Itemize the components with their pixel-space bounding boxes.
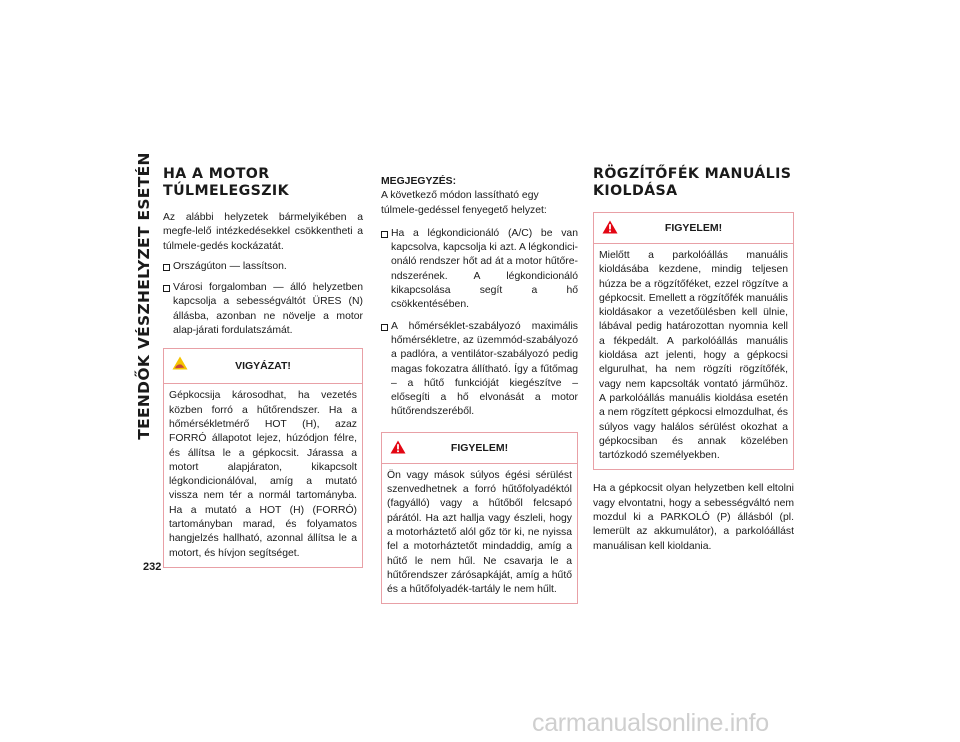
caution-triangle-icon bbox=[172, 356, 188, 370]
warning-triangle-icon bbox=[390, 440, 406, 454]
section-heading-park-release: RÖGZÍTŐFÉK MANUÁLIS KIOLDÁSA bbox=[593, 166, 792, 199]
warning-triangle-icon bbox=[602, 220, 618, 234]
caution-box bbox=[163, 348, 363, 568]
column-park-release bbox=[593, 166, 794, 560]
side-title: TEENDŐK VÉSZHELYZET ESETÉN bbox=[135, 152, 153, 440]
caution-box-body: Gépkocsija károsodhat, ha vezetés közben forró a hűtőrendszer. Ha a hőmérsékletmérő HOT (H), azaz FORRÓ állapotot lejez, húzódjon félre, és állítsa le a gépkocsit. Járassa a motort alapjáraton, kikapcsolt légkondicionálóval, amíg a mutató vissza nem tér a normál tartományba. Ha a mutató a HOT (H) (FORRÓ) tartományban marad, és folyamatos hangjelzés hallható, azonnal állítsa le a motort, és hívjon segítséget. bbox=[169, 390, 357, 559]
list-item: A hőmérséklet-szabályozó maximális hőmérsékletre, az üzemmód-szabályozó a padlóra, a ventilátor-szabályozó pedig magas fokozatra állítható. Így a fűtőmag – a hűtő funkcióját kiegészítve – elősegíti a hő elvonását a motor hűtőrendszeréből. bbox=[381, 320, 578, 420]
watermark: carmanualsonline.info bbox=[532, 709, 769, 737]
caution-box-header: VIGYÁZAT! bbox=[164, 349, 362, 384]
note-label: MEGJEGYZÉS: bbox=[381, 176, 457, 187]
page-number: 232 bbox=[143, 561, 162, 573]
column-note bbox=[381, 175, 578, 604]
outro-paragraph: Ha a gépkocsit olyan helyzetben kell eltolni vagy elvontatni, hogy a sebességváltó nem mozdul ki a PARKOLÓ (P) állásból (pl. lemerült az akkumulátor), a parkolóállást manuálisan kell kioldania. bbox=[593, 483, 794, 552]
note-text: A következő módon lassítható egy túlmele-gedéssel fenyegető helyzet: bbox=[381, 190, 547, 216]
warning-box-body: Ön vagy mások súlyos égési sérülést szenvedhetnek a forró hűtőfolyadéktól (fagyálló) vagy a hűtőből felcsapó párától. Ha azt hallja vagy észleli, hogy a motorháztető alól gőz tör ki, ne nyissa fel a motorháztetőt mindaddig, amíg a hűtő le nem hűl. Ne csavarja le a hűtőrendszer zárósapkáját, amíg a hűtő és a hűtőfolyadék-tartály le nem hűlt. bbox=[387, 469, 572, 596]
warning-box-body: Mielőtt a parkolóállás manuális kioldásába kezdene, mindig teljesen húzza be a rögzítőféket, ezzel rögzítve a gépkocsit. Emellett a rögzítőfék manuális kioldásakor a vezetőülésben kell ülnie, lábával pedig határozottan nyomnia kell a fékpedált. A parkolóállás manuális kioldása azt jelenti, hogy a gépkocsi elgurulhat, ha nem rögzíti rögzítőfék, vagy nem kapcsolták vontató járműhöz. A parkolóállás manuális kioldása esetén a nem rögzített gépkocsi elmozdulhat, és súlyos vagy halálos sérülést okozhat a gépkocsiban és annak közelében tartózkodó személyekben. bbox=[599, 250, 788, 462]
bullet-list bbox=[381, 227, 578, 420]
list-item: Országúton — lassítson. bbox=[163, 260, 363, 274]
warning-box-header: FIGYELEM! bbox=[594, 213, 793, 244]
list-item: Ha a légkondicionáló (A/C) be van kapcsolva, kapcsolja ki azt. A légkondici-onáló rendszer hőt ad át a motor hűtőre-ndszerének. A légkondicionáló kikapcsolása segít a hő csökkentésében. bbox=[381, 227, 578, 313]
intro-paragraph: Az alábbi helyzetek bármelyikében a megfe-lelő intézkedésekkel csökkentheti a túlmele-gedés kockázatát. bbox=[163, 212, 363, 252]
column-engine-overheating bbox=[163, 166, 363, 568]
warning-box bbox=[381, 432, 578, 605]
bullet-list bbox=[163, 260, 363, 338]
warning-box-header: FIGYELEM! bbox=[382, 433, 577, 464]
section-heading-overheating: HA A MOTOR TÚLMELEGSZIK bbox=[163, 166, 290, 199]
warning-box bbox=[593, 212, 794, 470]
list-item: Városi forgalomban — álló helyzetben kapcsolja a sebességváltót ÜRES (N) állásba, azonban ne növelje a motor alap-járati fordulatszámát. bbox=[163, 281, 363, 338]
